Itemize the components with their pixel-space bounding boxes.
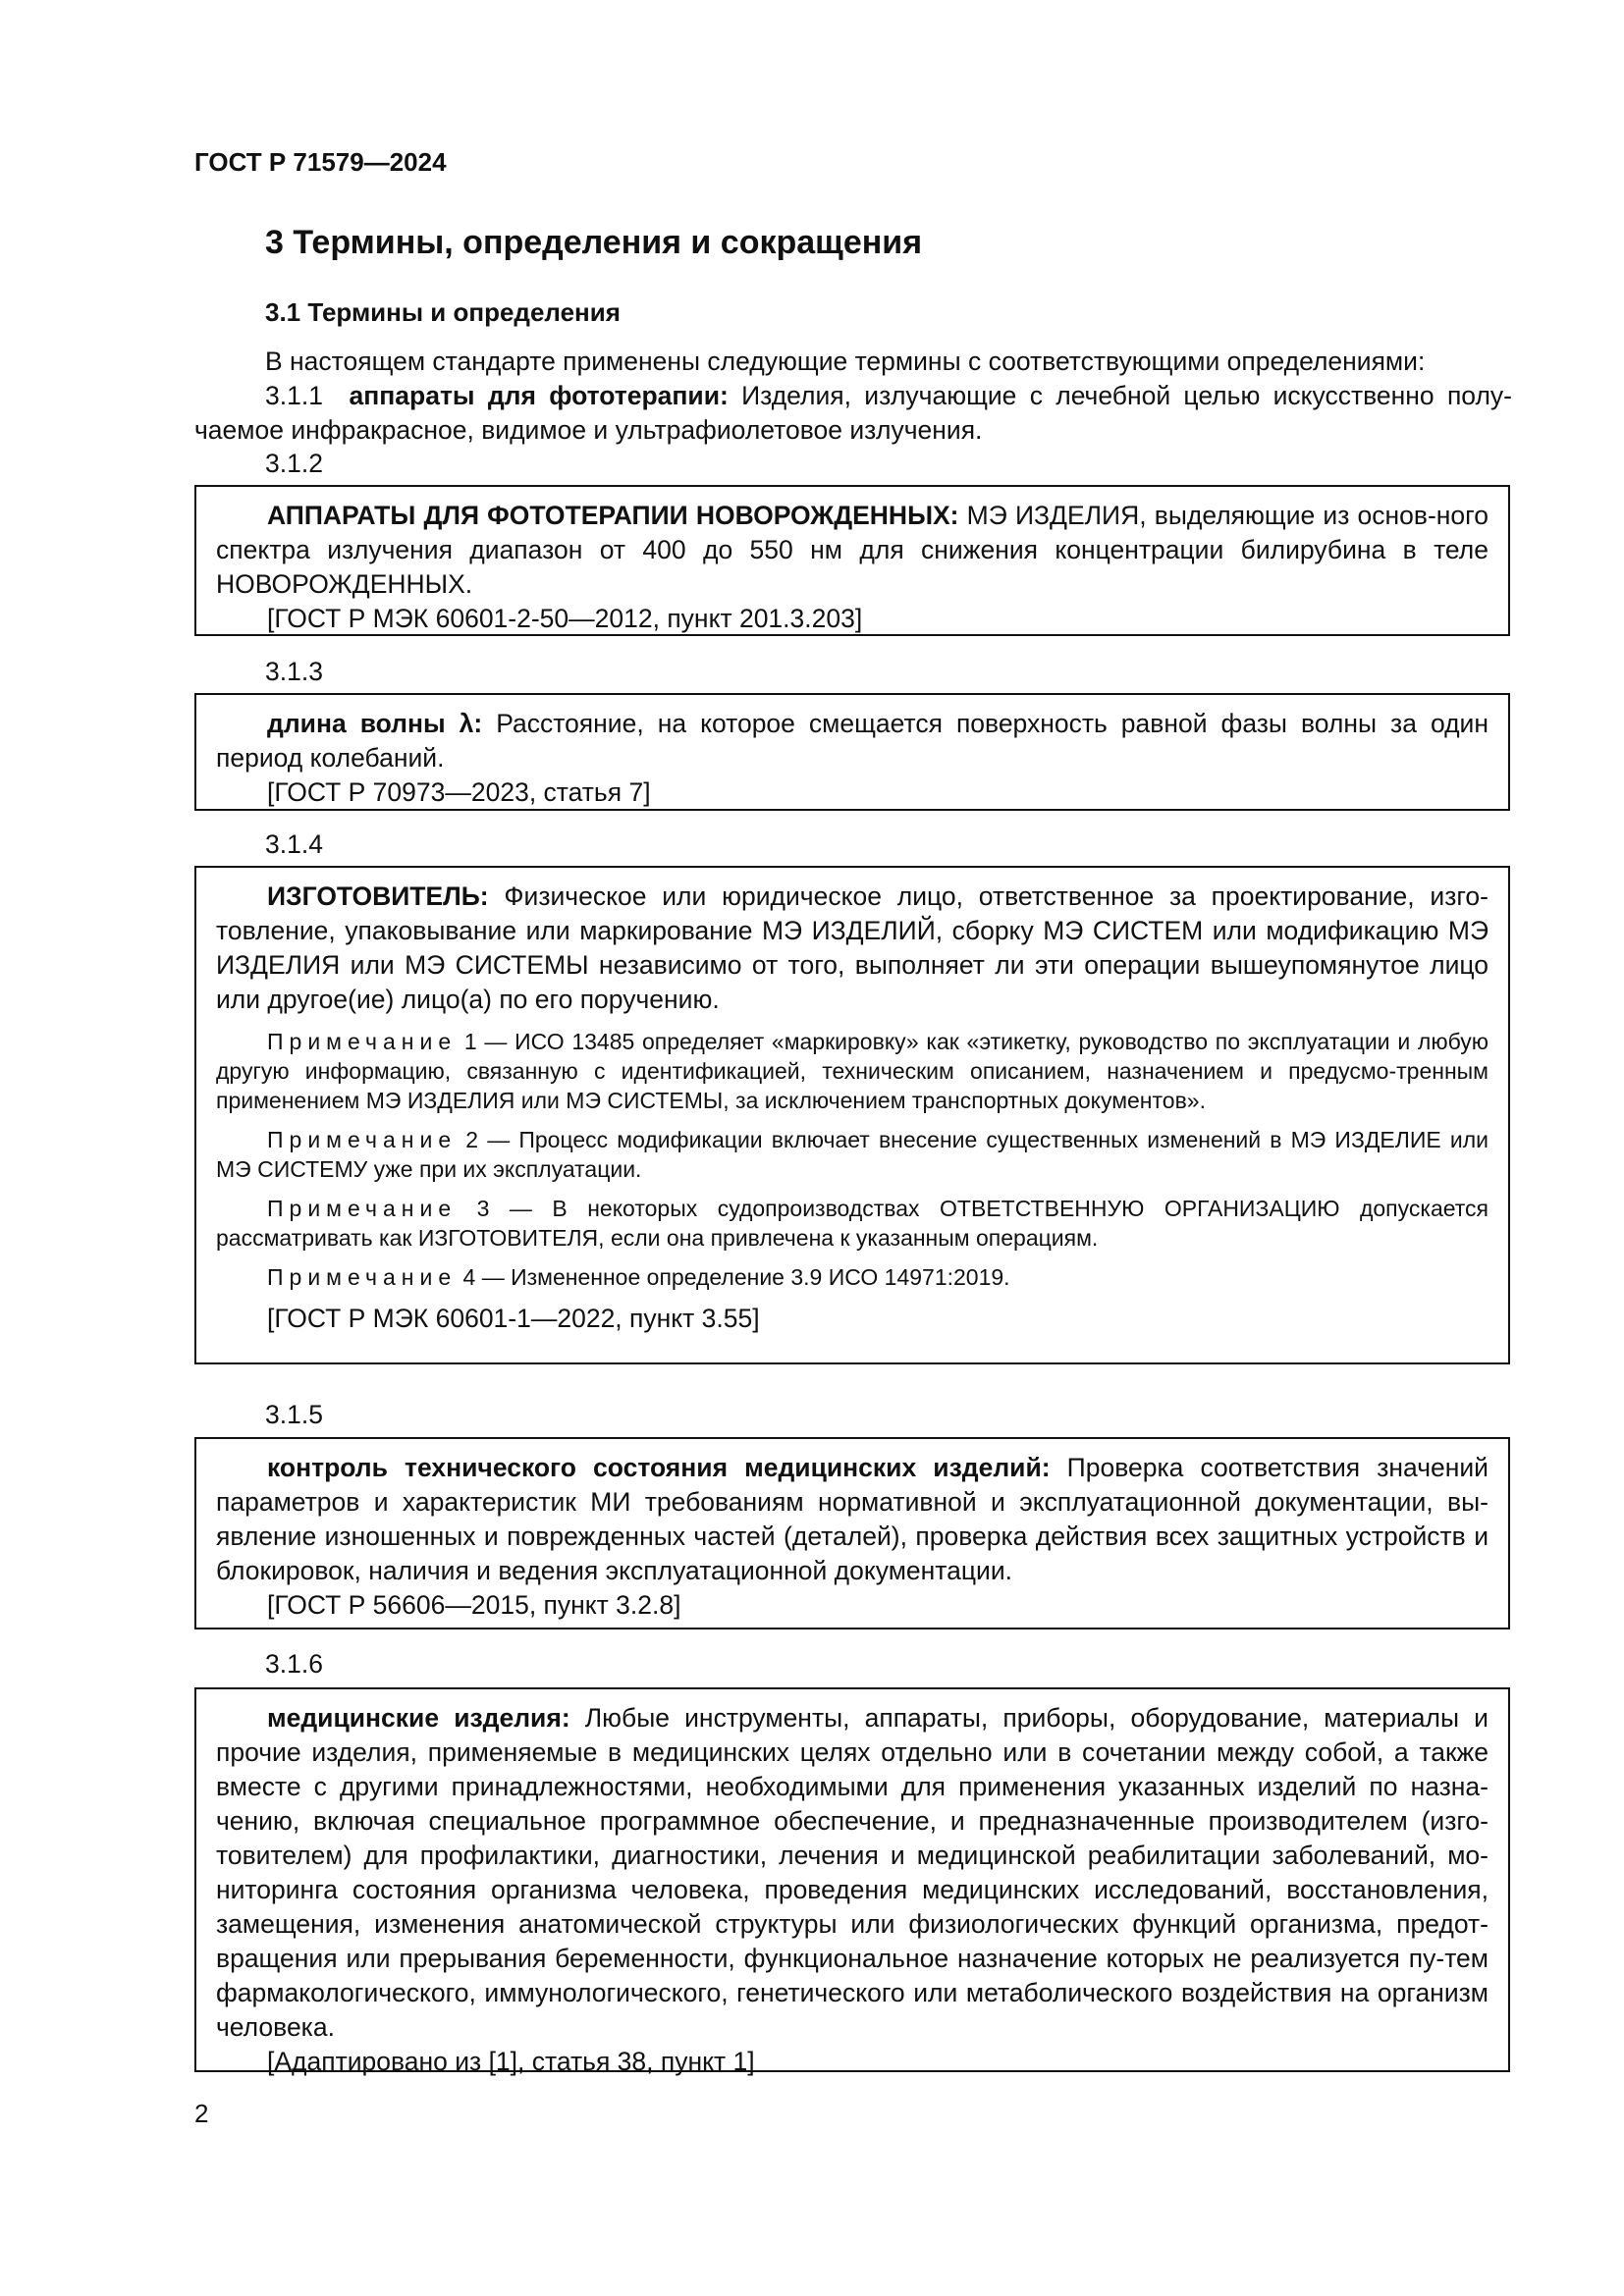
term-name: аппараты для фототерапии:	[349, 381, 729, 410]
definition-box-3-1-6	[194, 1687, 1510, 2076]
term-name: АППАРАТЫ ДЛЯ ФОТОТЕРАПИИ НОВОРОЖДЕННЫХ:	[267, 501, 959, 530]
definition-text	[216, 1701, 1489, 2045]
term-number-3-1-5: 3.1.5	[265, 1400, 323, 1429]
term-name: медицинские изделия:	[267, 1703, 570, 1733]
definition-source: [ГОСТ Р МЭК 60601-2-50—2012, пункт 201.3.203]	[267, 604, 863, 633]
term-number-3-1-3: 3.1.3	[265, 657, 323, 686]
note-3: Примечание 3 — В некоторых судопроизводствах ОТВЕТСТВЕННУЮ ОРГАНИЗАЦИЮ допускается рассматривать как ИЗГОТОВИТЕЛЯ, если она привлечена к указанным операциям.	[216, 1196, 1489, 1251]
section-title: 3 Термины, определения и сокращения	[265, 224, 923, 261]
term-number-3-1-2: 3.1.2	[265, 449, 323, 478]
term-definition: МЭ ИЗДЕЛИЯ, выделяющие из основ-ного спектра излучения диапазон от 400 до 550 нм для снижения концентрации билирубина в теле НОВОРОЖДЕННЫХ.	[216, 501, 1489, 599]
definition-box-3-1-3	[194, 693, 1510, 811]
definition-source: [ГОСТ Р 70973—2023, статья 7]	[267, 777, 651, 807]
term-name: длина волны λ:	[267, 709, 483, 738]
term-definition: Проверка соответствия значений параметров и характеристик МИ требованиям нормативной и эксплуатационной документации, вы-явление изношенных и поврежденных частей (деталей), проверка действия всех защитных устройств и блокировок, наличия и ведения эксплуатационной документации.	[216, 1453, 1489, 1585]
note-1: Примечание 1 — ИСО 13485 определяет «маркировку» как «этикетку, руководство по эксплуатации и любую другую информацию, связанную с идентификацией, техническим описанием, назначением и предусмо-тренным применением МЭ ИЗДЕЛИЯ или МЭ СИСТЕМЫ, за исключением транспортных документов».	[216, 1029, 1489, 1113]
note-label: Примечание	[267, 1029, 458, 1054]
definition-box-3-1-4	[194, 866, 1510, 1364]
note-4: Примечание 4 — Измененное определение 3.9 ИСО 14971:2019.	[267, 1264, 1010, 1290]
note-2: Примечание 2 — Процесс модификации включает внесение существенных изменений в МЭ ИЗДЕЛИЕ или МЭ СИСТЕМУ уже при их эксплуатации.	[216, 1127, 1489, 1182]
term-number-3-1-4: 3.1.4	[265, 829, 323, 859]
definition-box-3-1-2	[194, 485, 1510, 636]
definition-text	[216, 880, 1489, 1017]
term-number-3-1-6: 3.1.6	[265, 1649, 323, 1679]
note-label: Примечание	[267, 1127, 458, 1152]
subsection-title: 3.1 Термины и определения	[265, 297, 621, 327]
term-definition: Любые инструменты, аппараты, приборы, оборудование, материалы и прочие изделия, применяемые в медицинских целях отдельно или в сочетании между собой, а также вместе с другими принадлежностями, необходимыми для применения указанных изделий по назна-чению, включая специальное программное обеспечение, и предназначенные производителем (изго-товителем) для профилактики, диагностики, лечения и медицинской реабилитации заболеваний, мо-ниторинга состояния организма человека, проведения медицинских исследований, восстановления, замещения, изменения анатомической структуры или физиологических функций организма, предот-вращения или прерывания беременности, функциональное назначение которых не реализуется пу-тем фармакологического, иммунологического, генетического или метаболического воздействия на организм человека.	[216, 1703, 1489, 2042]
definition-text	[216, 707, 1489, 775]
definition-source: [ГОСТ Р МЭК 60601-1—2022, пункт 3.55]	[267, 1304, 760, 1333]
definition-box-3-1-5	[194, 1437, 1510, 1629]
definition-source: [ГОСТ Р 56606—2015, пункт 3.2.8]	[267, 1590, 681, 1620]
definition-source: [Адаптировано из [1], статья 38, пункт 1]	[267, 2047, 755, 2076]
term-name: ИЗГОТОВИТЕЛЬ:	[267, 881, 489, 911]
term-name: контроль технического состояния медицинских изделий:	[267, 1453, 1051, 1482]
page-number: 2	[194, 2099, 209, 2128]
document-header: ГОСТ Р 71579—2024	[194, 147, 447, 177]
note-label: Примечание	[267, 1264, 458, 1290]
term-definition: Изделия, излучающие с лечебной целью искусственно полу-чаемое инфракрасное, видимое и ультрафиолетовое излучения.	[194, 381, 1512, 445]
definition-text	[216, 499, 1489, 602]
note-label: Примечание	[267, 1196, 458, 1221]
term-number: 3.1.1	[265, 381, 323, 410]
term-3-1-1	[194, 379, 1512, 448]
term-definition: Физическое или юридическое лицо, ответственное за проектирование, изго-товление, упаковывание или маркирование МЭ ИЗДЕЛИЙ, сборку МЭ СИСТЕМ или модификацию МЭ ИЗДЕЛИЯ или МЭ СИСТЕМЫ независимо от того, выполняет ли эти операции вышеупомянутое лицо или другое(ие) лицо(а) по его поручению.	[216, 881, 1489, 1014]
term-definition: Расстояние, на которое смещается поверхность равной фазы волны за один период колебаний.	[216, 709, 1489, 773]
intro-paragraph: В настоящем стандарте применены следующие термины с соответствующими определениями:	[265, 347, 1426, 376]
definition-text	[216, 1451, 1489, 1588]
